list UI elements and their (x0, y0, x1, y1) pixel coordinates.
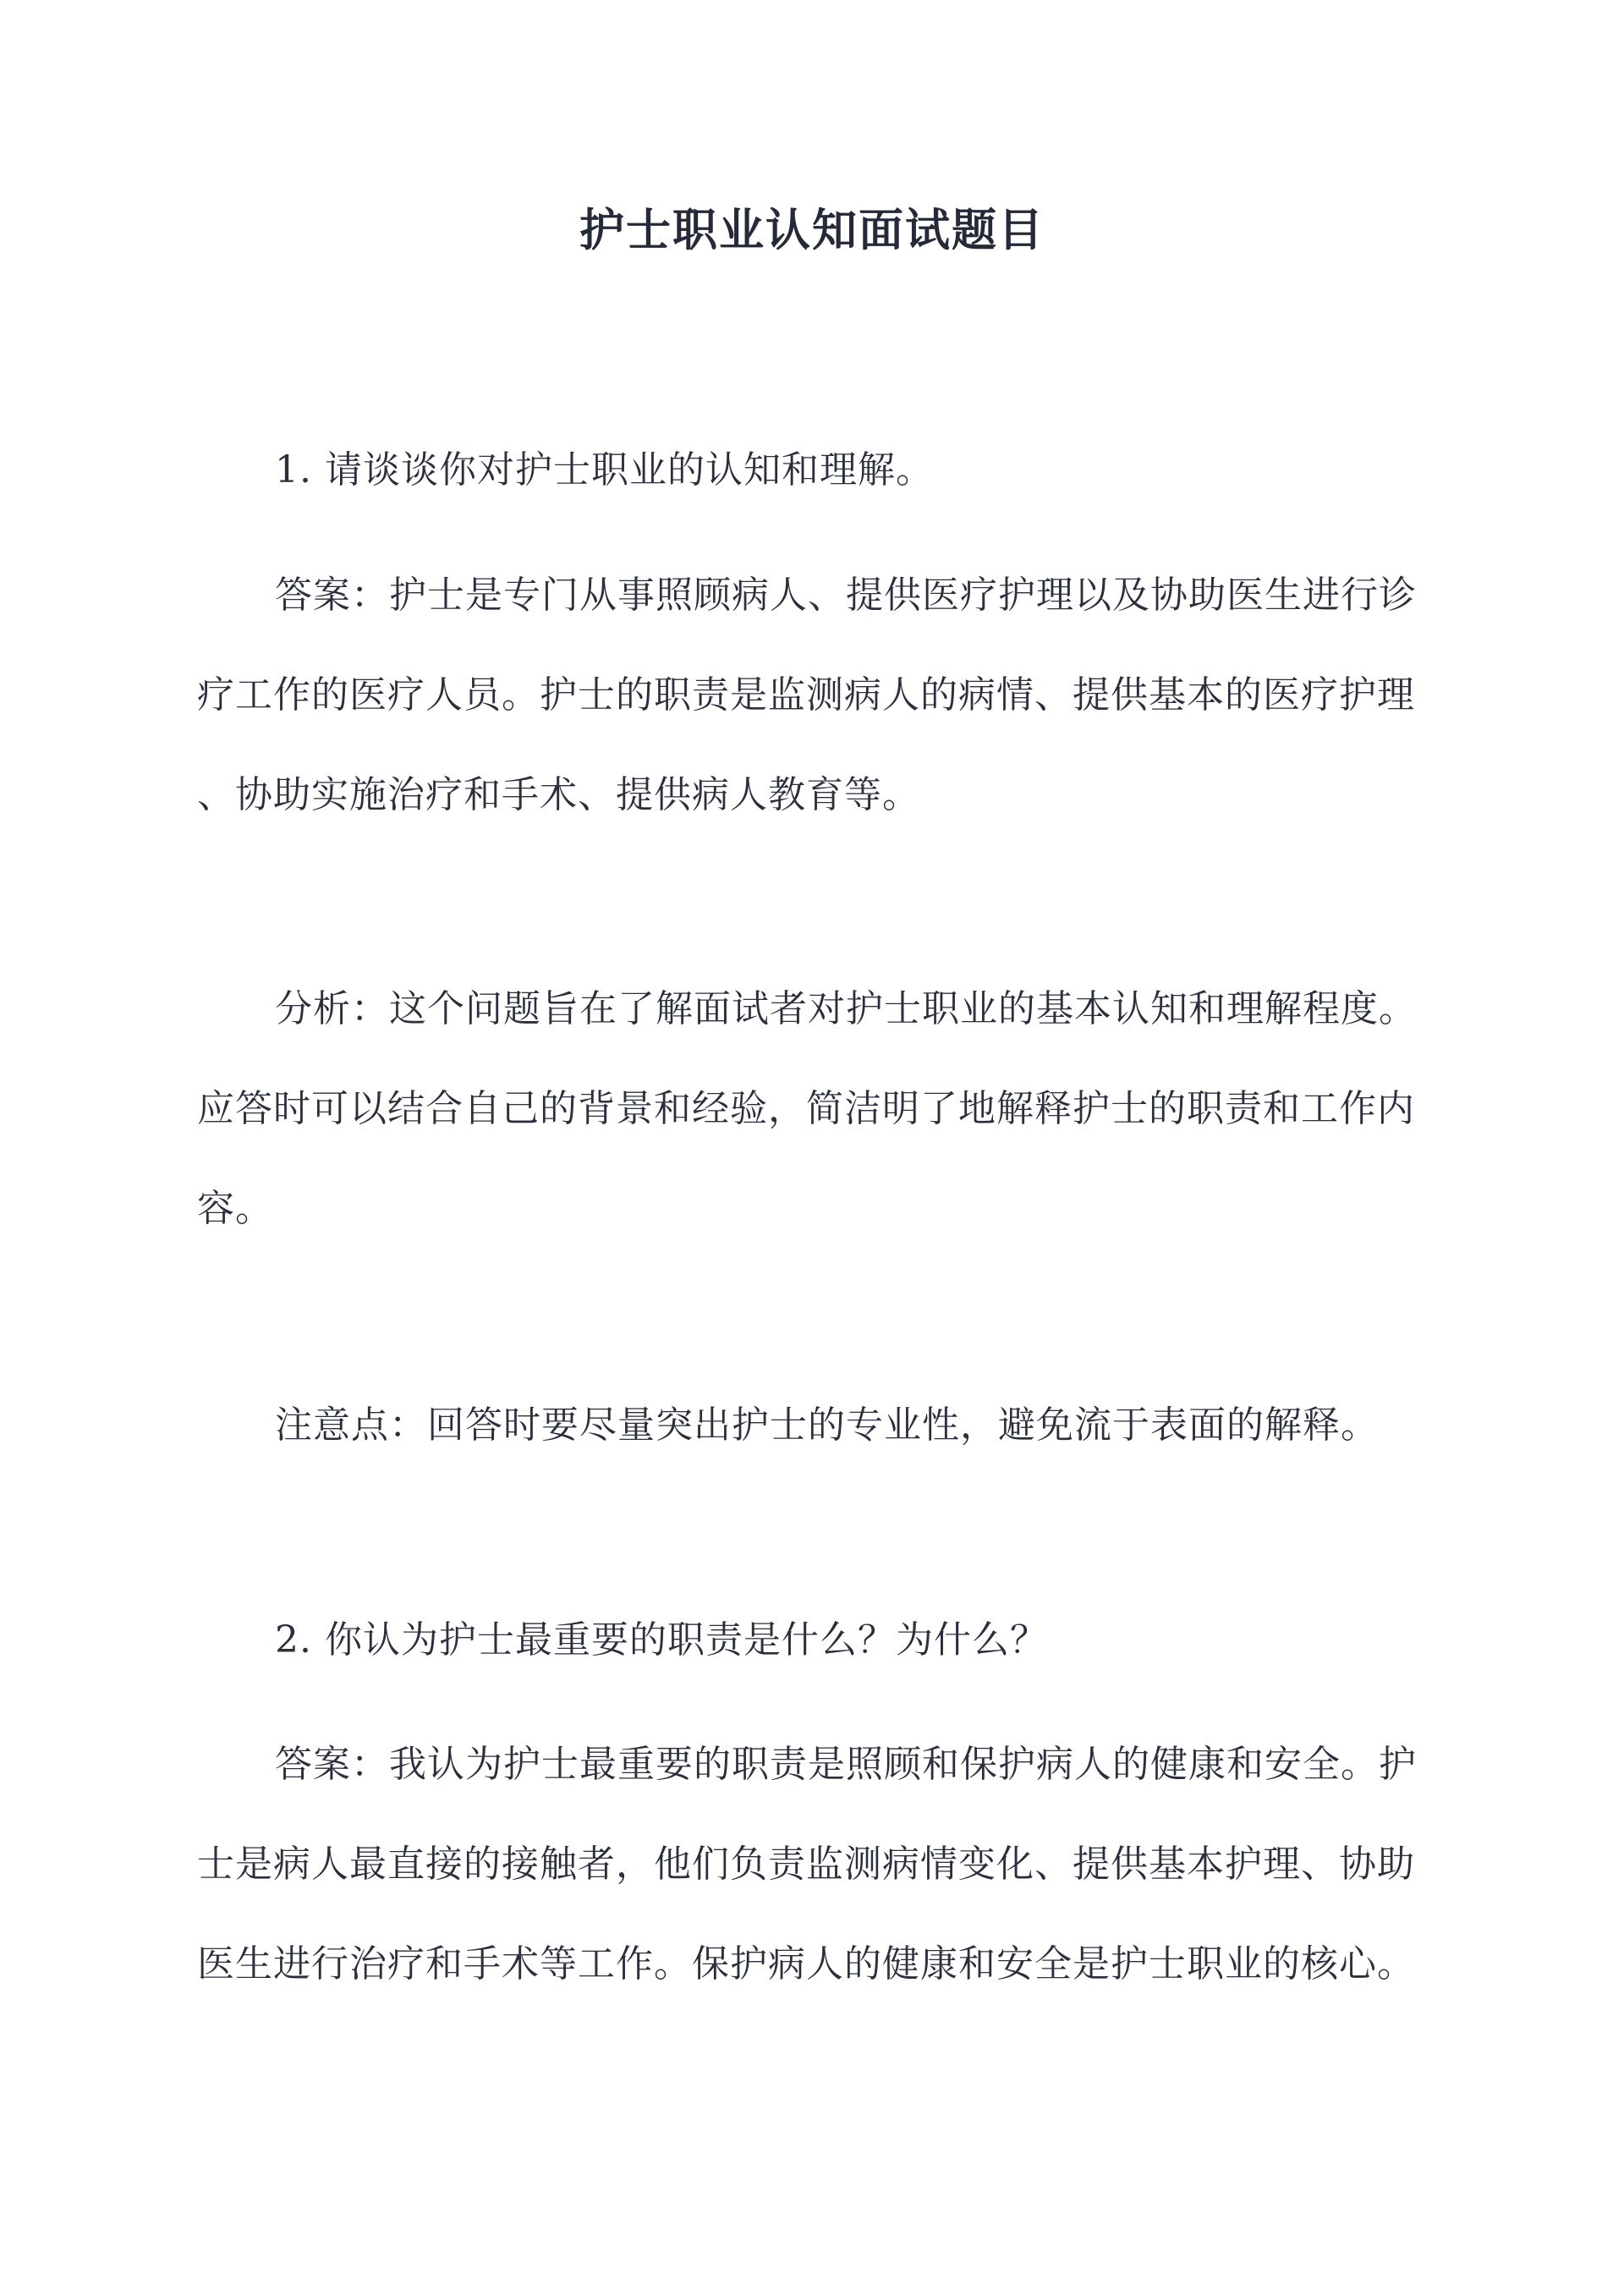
analysis-1-line-1: 分析：这个问题旨在了解面试者对护士职业的基本认知和理解程度。 (275, 987, 1417, 1030)
answer-2-line-3: 医生进行治疗和手术等工作。保护病人的健康和安全是护士职业的核心。 (197, 1942, 1415, 1986)
answer-1-line-1: 答案：护士是专门从事照顾病人、提供医疗护理以及协助医生进行诊 (275, 574, 1417, 617)
question-1: 1. 请谈谈你对护士职业的认知和理解。 (275, 448, 934, 492)
note-1: 注意点：回答时要尽量突出护士的专业性，避免流于表面的解释。 (275, 1403, 1379, 1447)
page-title: 护士职业认知面试题目 (579, 204, 1045, 256)
answer-2-line-2: 士是病人最直接的接触者，他们负责监测病情变化、提供基本护理、协助 (197, 1843, 1415, 1886)
answer-1-line-3: 、协助实施治疗和手术、提供病人教育等。 (197, 773, 920, 816)
analysis-1-line-3: 容。 (197, 1187, 273, 1230)
answer-1-line-2: 疗工作的医疗人员。护士的职责是监测病人的病情、提供基本的医疗护理 (197, 673, 1415, 717)
analysis-1-line-2: 应答时可以结合自己的背景和经验，简洁明了地解释护士的职责和工作内 (197, 1087, 1415, 1130)
answer-2-line-1: 答案：我认为护士最重要的职责是照顾和保护病人的健康和安全。护 (275, 1743, 1417, 1786)
question-2: 2. 你认为护士最重要的职责是什么？为什么？ (275, 1618, 1048, 1662)
